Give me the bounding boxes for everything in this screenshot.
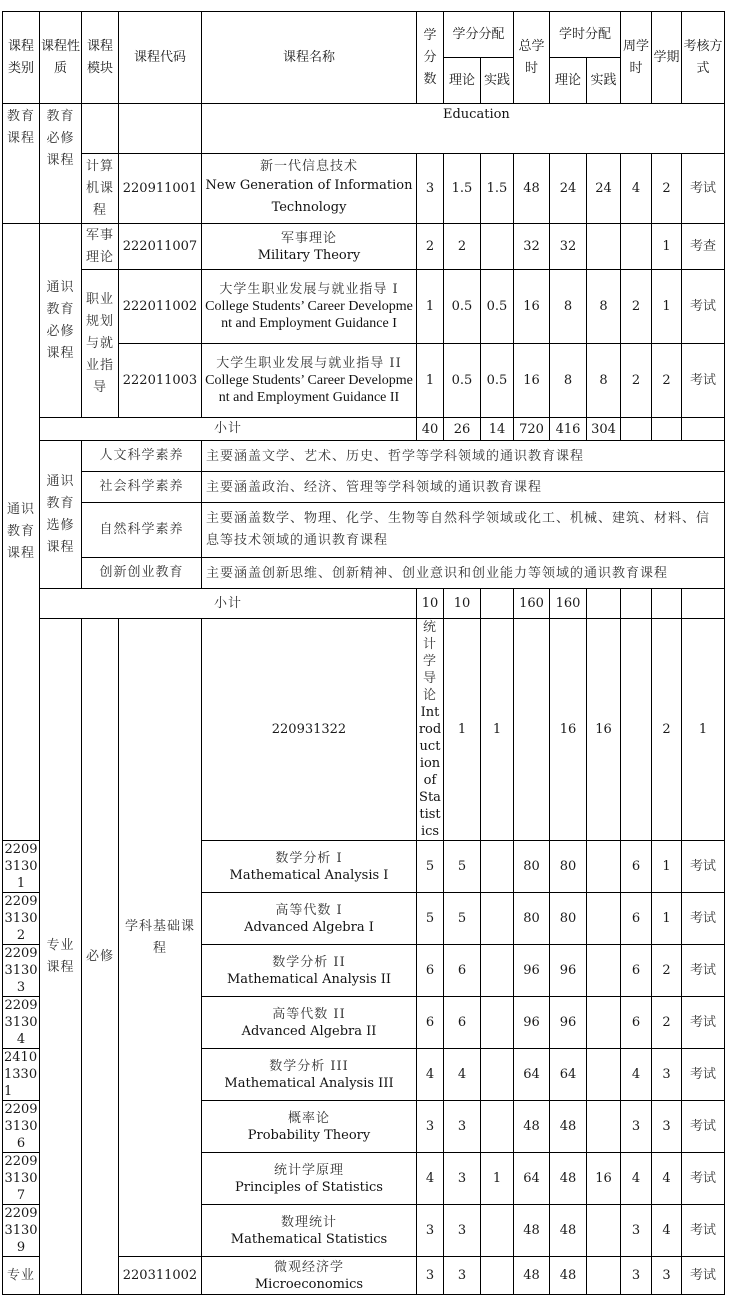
weekly-hours: 3	[621, 1257, 652, 1295]
assessment: 考试	[682, 1101, 725, 1153]
assessment: 考试	[682, 997, 725, 1049]
hours-practice: 8	[587, 344, 621, 418]
total-hours: 48	[514, 1205, 550, 1257]
weekly-hours: 4	[621, 1153, 652, 1205]
credits: 3	[417, 1257, 444, 1295]
hours-practice	[587, 945, 621, 997]
semester: 1	[682, 619, 725, 841]
elective-module: 自然科学素养	[82, 503, 202, 558]
assessment: 考试	[682, 945, 725, 997]
course-code: 220931303	[4, 946, 38, 995]
semester: 2	[652, 945, 682, 997]
total-hours: 16	[514, 270, 550, 344]
credits: 5	[417, 841, 444, 893]
course-name: 大学生职业发展与就业指导 II College Students’ Career Development and Employment Guidance II	[202, 344, 417, 418]
module-career: 职业规划与就业指导	[82, 270, 119, 418]
semester: 3	[652, 1049, 682, 1101]
header-total-hours: 总学时	[514, 12, 550, 104]
empty-cell	[652, 589, 682, 619]
semester: 4	[652, 1205, 682, 1257]
weekly-hours: 3	[621, 1101, 652, 1153]
course-code: 222011003	[119, 344, 202, 418]
credit-practice	[481, 1049, 514, 1101]
assessment: 考试	[682, 893, 725, 945]
elective-desc: 主要涵盖数学、物理、化学、生物等自然科学领域或化工、机械、建筑、材料、信息等技术领域的通识教育课程	[202, 503, 725, 558]
header-weekly-hours: 周学时	[621, 12, 652, 104]
total-hours: 48	[514, 1257, 550, 1295]
course-name: 新一代信息技术 New Generation of Information Technology	[202, 154, 417, 224]
header-credit-practice: 实践	[481, 58, 514, 104]
course-name: 高等代数 II Advanced Algebra II	[202, 997, 417, 1049]
course-name: 高等代数 I Advanced Algebra I	[202, 893, 417, 945]
assessment: 考试	[682, 344, 725, 418]
assessment: 考试	[682, 1049, 725, 1101]
hours-theory: 48	[550, 1153, 587, 1205]
total-hours: 16	[514, 344, 550, 418]
hours-practice: 16	[587, 1153, 621, 1205]
hours-practice: 8	[587, 270, 621, 344]
course-code: 222011002	[119, 270, 202, 344]
empty-cell	[621, 418, 652, 441]
module-military: 军事理论	[82, 224, 119, 270]
header-assessment: 考核方式	[682, 12, 725, 104]
credit-theory: 26	[444, 418, 481, 441]
module-computer: 计算机课程	[82, 154, 119, 224]
credits: 1	[417, 344, 444, 418]
hours-theory: 8	[550, 344, 587, 418]
hours-practice	[587, 1205, 621, 1257]
table-row	[3, 472, 725, 503]
course-code: 220911001	[119, 154, 202, 224]
weekly-hours: 3	[621, 1205, 652, 1257]
total-hours: 48	[514, 154, 550, 224]
subtotal-label: 小计	[40, 589, 417, 619]
total-hours: 48	[514, 1101, 550, 1153]
weekly-hours: 4	[621, 154, 652, 224]
credit-theory: 1.5	[444, 154, 481, 224]
weekly-hours: 4	[621, 1049, 652, 1101]
course-code: 220931307	[4, 1154, 38, 1203]
assessment: 考试	[682, 1153, 725, 1205]
general-category: 通识教育课程	[3, 224, 40, 841]
semester: 2	[652, 154, 682, 224]
course-name: 概率论 Probability Theory	[202, 1101, 417, 1153]
semester: 1	[652, 841, 682, 893]
total-hours: 16	[550, 619, 587, 841]
course-code: 220931322	[202, 619, 417, 841]
credits: 6	[417, 997, 444, 1049]
weekly-hours: 6	[621, 841, 652, 893]
credit-practice	[481, 893, 514, 945]
hours-theory: 48	[550, 1257, 587, 1295]
semester: 2	[652, 344, 682, 418]
major-nature: 必修	[82, 619, 119, 1295]
semester: 3	[652, 1101, 682, 1153]
empty-cell	[119, 104, 202, 154]
hours-practice: 24	[587, 154, 621, 224]
header-name: 课程名称	[202, 12, 417, 104]
credits: 5	[417, 893, 444, 945]
weekly-hours: 6	[621, 893, 652, 945]
subtotal-row	[3, 418, 725, 441]
credit-practice	[481, 224, 514, 270]
hours-theory: 160	[550, 589, 587, 619]
credit-practice: 1.5	[481, 154, 514, 224]
elective-desc: 主要涵盖文学、艺术、历史、哲学等学科领域的通识教育课程	[202, 441, 725, 472]
header-credit-dist: 学分分配	[444, 12, 514, 58]
credit-theory: 1	[481, 619, 514, 841]
credit-practice	[481, 589, 514, 619]
education-top-name: Education	[202, 104, 725, 154]
hours-practice	[587, 1101, 621, 1153]
elective-desc: 主要涵盖创新思维、创新精神、创业意识和创业能力等领域的通识教育课程	[202, 558, 725, 589]
semester: 1	[652, 893, 682, 945]
credits: 40	[417, 418, 444, 441]
course-code: 220311002	[119, 1257, 202, 1295]
empty-cell	[682, 418, 725, 441]
table-row	[3, 154, 725, 224]
total-hours: 720	[514, 418, 550, 441]
course-code: 220931309	[4, 1206, 38, 1255]
empty-cell	[621, 589, 652, 619]
total-hours: 80	[514, 893, 550, 945]
assessment: 考试	[682, 1257, 725, 1295]
subtotal-row	[3, 589, 725, 619]
assessment: 考试	[682, 154, 725, 224]
assessment: 考试	[682, 841, 725, 893]
hours-theory: 16	[587, 619, 621, 841]
credit-theory: 6	[444, 997, 481, 1049]
credits: 2	[417, 224, 444, 270]
header-module: 课程模块	[82, 12, 119, 104]
credit-theory: 5	[444, 841, 481, 893]
credits: 4	[417, 1049, 444, 1101]
course-code: 241013301	[3, 1049, 40, 1101]
course-name: 微观经济学 Microeconomics	[202, 1257, 417, 1295]
credit-practice	[481, 997, 514, 1049]
hours-practice	[587, 841, 621, 893]
header-category: 课程类别	[3, 12, 40, 104]
credits: 3	[417, 1205, 444, 1257]
credit-practice	[481, 945, 514, 997]
semester: 2	[652, 997, 682, 1049]
weekly-hours: 2	[652, 619, 682, 841]
course-code: 220931301	[4, 842, 38, 891]
semester: 1	[652, 224, 682, 270]
course-name: 大学生职业发展与就业指导 I College Students’ Career Development and Employment Guidance I	[202, 270, 417, 344]
major-category: 专业课程	[40, 619, 82, 1295]
hours-theory: 80	[550, 841, 587, 893]
table-row	[3, 104, 725, 154]
module-subject-basic: 学科基础课程	[119, 619, 202, 1257]
header-nature: 课程性质	[40, 12, 82, 104]
credit-theory: 4	[444, 1049, 481, 1101]
credits: 3	[417, 1101, 444, 1153]
elective-desc: 主要涵盖政治、经济、管理等学科领域的通识教育课程	[202, 472, 725, 503]
course-code: 220931306	[4, 1102, 38, 1151]
header-credits: 学分数	[417, 12, 444, 104]
semester: 1	[652, 270, 682, 344]
credit-practice	[481, 1101, 514, 1153]
weekly-hours: 6	[621, 945, 652, 997]
hours-practice	[587, 997, 621, 1049]
hours-theory: 8	[550, 270, 587, 344]
header-hours-dist: 学时分配	[550, 12, 621, 58]
total-hours: 96	[514, 997, 550, 1049]
hours-practice: 304	[587, 418, 621, 441]
course-name: 数学分析 III Mathematical Analysis III	[202, 1049, 417, 1101]
subtotal-label: 小计	[40, 418, 417, 441]
total-hours: 64	[514, 1153, 550, 1205]
hours-practice	[587, 1257, 621, 1295]
empty-cell	[652, 418, 682, 441]
semester: 4	[652, 1153, 682, 1205]
credits: 1	[444, 619, 481, 841]
course-code: 220931304	[4, 998, 38, 1047]
credit-practice	[481, 1257, 514, 1295]
credits: 3	[417, 154, 444, 224]
total-hours: 64	[514, 1049, 550, 1101]
module-major: 专业	[3, 1257, 40, 1295]
credit-theory: 0.5	[444, 270, 481, 344]
hours-practice	[587, 893, 621, 945]
header-credit-theory: 理论	[444, 58, 481, 104]
course-name: 数理统计 Mathematical Statistics	[202, 1205, 417, 1257]
table-row	[3, 224, 725, 270]
hours-practice	[621, 619, 652, 841]
credit-practice	[514, 619, 550, 841]
education-nature: 教育必修课程	[40, 104, 82, 224]
hours-theory: 96	[550, 997, 587, 1049]
total-hours: 96	[514, 945, 550, 997]
weekly-hours: 2	[621, 270, 652, 344]
general-required-nature: 通识教育必修课程	[40, 224, 82, 418]
header-hours-practice: 实践	[587, 58, 621, 104]
hours-theory: 48	[550, 1101, 587, 1153]
empty-cell	[682, 589, 725, 619]
education-category: 教育课程	[3, 104, 40, 224]
credit-theory: 2	[444, 224, 481, 270]
hours-theory: 80	[550, 893, 587, 945]
credit-theory: 3	[444, 1205, 481, 1257]
credit-practice: 1	[481, 1153, 514, 1205]
header-semester: 学期	[652, 12, 682, 104]
course-name: 统计学原理 Principles of Statistics	[202, 1153, 417, 1205]
elective-module: 社会科学素养	[82, 472, 202, 503]
elective-module: 人文科学素养	[82, 441, 202, 472]
header-hours-theory: 理论	[550, 58, 587, 104]
course-code: 222011007	[119, 224, 202, 270]
curriculum-table	[2, 11, 725, 1295]
table-row	[3, 558, 725, 589]
course-name: 数学分析 I Mathematical Analysis I	[202, 841, 417, 893]
semester: 3	[652, 1257, 682, 1295]
hours-practice	[587, 1049, 621, 1101]
hours-theory: 48	[550, 1205, 587, 1257]
table-row	[3, 503, 725, 558]
weekly-hours: 2	[621, 344, 652, 418]
credit-theory: 3	[444, 1257, 481, 1295]
general-elective-nature: 通识教育选修课程	[40, 441, 82, 589]
credit-theory: 3	[444, 1101, 481, 1153]
total-hours: 160	[514, 589, 550, 619]
credits: 6	[417, 945, 444, 997]
credit-theory: 0.5	[444, 344, 481, 418]
credit-practice: 14	[481, 418, 514, 441]
hours-theory: 64	[550, 1049, 587, 1101]
course-name: 数学分析 II Mathematical Analysis II	[202, 945, 417, 997]
credits: 4	[417, 1153, 444, 1205]
hours-theory: 416	[550, 418, 587, 441]
credit-practice	[481, 841, 514, 893]
credit-theory: 5	[444, 893, 481, 945]
table-row	[3, 619, 725, 841]
total-hours: 32	[514, 224, 550, 270]
empty-cell	[82, 104, 119, 154]
credit-theory: 3	[444, 1153, 481, 1205]
weekly-hours	[621, 224, 652, 270]
hours-theory: 96	[550, 945, 587, 997]
hours-practice	[587, 589, 621, 619]
credit-practice	[481, 1205, 514, 1257]
table-row	[3, 270, 725, 344]
credit-theory: 6	[444, 945, 481, 997]
hours-practice	[587, 224, 621, 270]
course-name: 军事理论 Military Theory	[202, 224, 417, 270]
assessment: 考查	[682, 224, 725, 270]
credits: 10	[417, 589, 444, 619]
credit-practice: 0.5	[481, 270, 514, 344]
credit-theory: 10	[444, 589, 481, 619]
credits: 1	[417, 270, 444, 344]
weekly-hours: 6	[621, 997, 652, 1049]
hours-theory: 24	[550, 154, 587, 224]
credit-practice: 0.5	[481, 344, 514, 418]
header-row	[3, 12, 725, 58]
elective-module: 创新创业教育	[82, 558, 202, 589]
course-code: 220931302	[4, 894, 38, 943]
hours-theory: 32	[550, 224, 587, 270]
assessment: 考试	[682, 270, 725, 344]
assessment: 考试	[682, 1205, 725, 1257]
table-row	[3, 441, 725, 472]
total-hours: 80	[514, 841, 550, 893]
header-code: 课程代码	[119, 12, 202, 104]
course-name: 统计学导论 Introduction of Statistics	[417, 619, 444, 841]
